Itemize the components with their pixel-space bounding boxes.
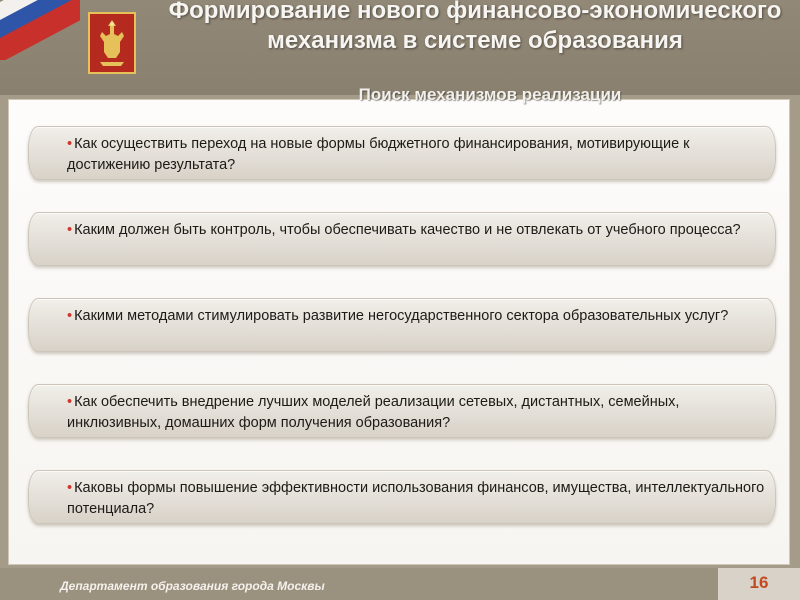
page-number-box (718, 568, 800, 600)
list-item (28, 298, 776, 352)
bullet-icon: • (67, 480, 73, 496)
list-item-text (67, 392, 767, 434)
list-item-label: Как осуществить переход на новые формы бюджетного финансирования, мотивирующие к достижению результата? (67, 136, 690, 173)
moscow-coat-of-arms-icon (88, 12, 136, 74)
list-item-text (67, 478, 767, 520)
list-item-label: Какими методами стимулировать развитие негосударственного сектора образовательных услуг? (74, 308, 729, 324)
list-item-label: Как обеспечить внедрение лучших моделей реализации сетевых, дистантных, семейных, инклюзивных, домашних форм получения образования? (67, 394, 680, 431)
list-item (28, 126, 776, 180)
list-item-text (67, 306, 767, 327)
bullet-icon: • (67, 394, 73, 410)
list-item-label: Каким должен быть контроль, чтобы обеспечивать качество и не отвлекать от учебного процесса? (74, 222, 741, 238)
list-item-text (67, 134, 767, 176)
list-item (28, 212, 776, 266)
bullet-icon: • (67, 222, 73, 238)
department-label: Департамент образования города Москвы (60, 579, 325, 593)
page-subtitle: Поиск механизмов реализации (358, 85, 622, 104)
footer (0, 568, 800, 600)
list-item-text (67, 220, 767, 241)
list-item (28, 384, 776, 438)
bullet-icon: • (67, 136, 73, 152)
list-item-label: Каковы формы повышение эффективности использования финансов, имущества, интеллектуального потенциала? (67, 480, 765, 517)
page-title: Формирование нового финансово-экономического механизма в системе образования (168, 0, 782, 54)
russian-flag-icon (0, 0, 80, 60)
bullet-icon: • (67, 308, 73, 324)
page-number: 16 (749, 573, 769, 592)
header (0, 0, 800, 95)
list-item (28, 470, 776, 524)
